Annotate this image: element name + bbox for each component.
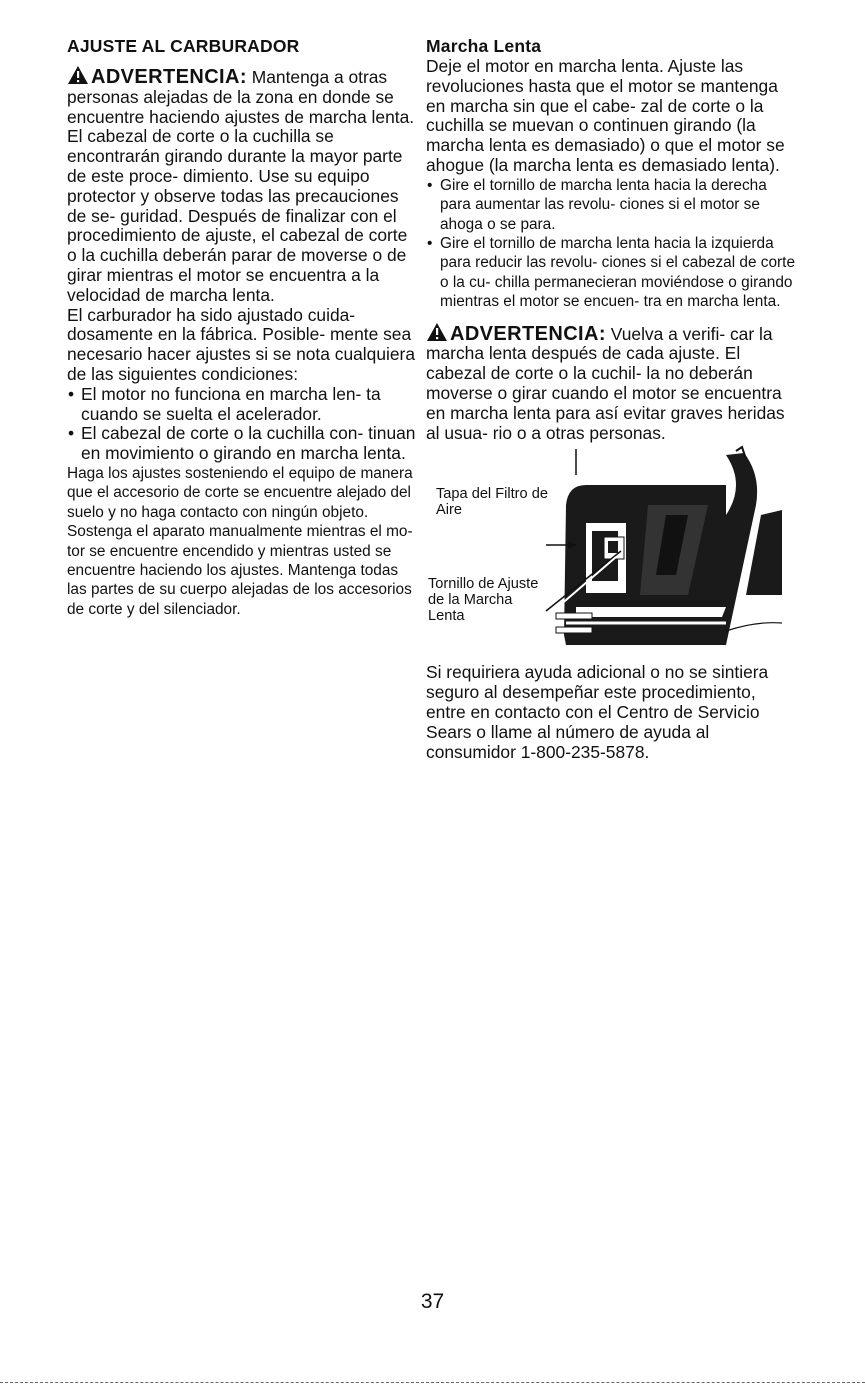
list-item: • El cabezal de corte o la cuchilla con- tinuan en movimiento o girando en marcha lenta. <box>67 424 419 464</box>
bottom-divider <box>0 1382 865 1383</box>
carburetor-illustration <box>426 445 786 663</box>
list-item: • Gire el tornillo de marcha lenta hacia la derecha para aumentar las revolu- ciones si el motor se ahoga o se para. <box>426 176 796 234</box>
warning-text: Mantenga a otras personas alejadas de la zona en donde se encuentre haciendo ajustes de marcha lenta. El cabezal de corte o la cuchilla se encontrarán girando durante la mayor parte de este proce- dimiento. Use su equipo protector y observe todas las precauciones de se- guridad. Después de finalizar con el procedimiento de ajuste, el cabezal de corte o la cuchilla deberán parar de moverse o de girar mientras el motor se encuentra a la velocidad de marcha lenta. <box>67 67 415 305</box>
page-number: 37 <box>420 1290 445 1313</box>
list-item: • Gire el tornillo de marcha lenta hacia la izquierda para reducir las revolu- ciones si el cabezal de corte o la cu- chilla permanecieran moviéndose o girando mientras el motor se encuen- tra en marcha lenta. <box>426 234 796 312</box>
help-text: Si requiriera ayuda adicional o no se sintiera seguro al desempeñar este procedimiento, entre en contacto con el Centro de Servicio Sears o llame al número de ayuda al consumidor 1-800-235-5878. <box>426 662 769 762</box>
list-item: • El motor no funciona en marcha len- ta cuando se suelta el acelerador. <box>67 385 419 425</box>
idle-intro: Deje el motor en marcha lenta. Ajuste las revoluciones hasta que el motor se mantenga en marcha sin que el cabe- zal de corte o la cuchilla se muevan o continuen girando (la marcha lenta es demasiado) o que el motor se ahogue (la marcha lenta es demasiado lenta). <box>426 56 785 175</box>
air-filter-cover-label: Tapa del Filtro de Aire <box>436 486 548 518</box>
carburetor-figure <box>426 445 786 663</box>
section-title-idle: Marcha Lenta <box>426 36 542 56</box>
warning-text: Vuelva a verifi- car la marcha lenta después de cada ajuste. El cabezal de corte o la cuchil- la no deberán moverse o girar cuando el motor se encuentra en marcha lenta para así evitar graves heridas al usua- rio o a otras personas. <box>426 323 785 443</box>
warning-label: ADVERTENCIA: <box>91 66 247 88</box>
warning-block-left <box>67 65 419 306</box>
left-column <box>67 36 419 619</box>
warning-triangle-icon <box>426 322 448 342</box>
carburetor-intro: El carburador ha sido ajustado cuida- dosamente en la fábrica. Posible- mente sea necesario hacer ajustes si se nota cualquiera de las siguientes condiciones: <box>67 304 416 384</box>
right-column <box>426 36 796 762</box>
adjust-instructions: Haga los ajustes sosteniendo el equipo de manera que el accesorio de corte se encuentre alejado del suelo y no haga contacto con ningún objeto. Sostenga el aparato manualmente mientras el mo- tor se encuentre encendido y mientras usted se encuentre haciendo los ajustes. Mantenga todas las partes de su cuerpo alejadas de los accesorios de corte y del silenciador. <box>67 464 413 618</box>
idle-steps-list <box>426 176 796 312</box>
conditions-list <box>67 385 419 464</box>
section-title-carburetor: AJUSTE AL CARBURADOR <box>67 36 300 56</box>
warning-label: ADVERTENCIA: <box>450 322 606 345</box>
idle-screw-label: Tornillo de Ajuste de la Marcha Lenta <box>428 576 539 624</box>
warning-triangle-icon <box>67 65 89 85</box>
warning-block-right <box>426 322 796 444</box>
